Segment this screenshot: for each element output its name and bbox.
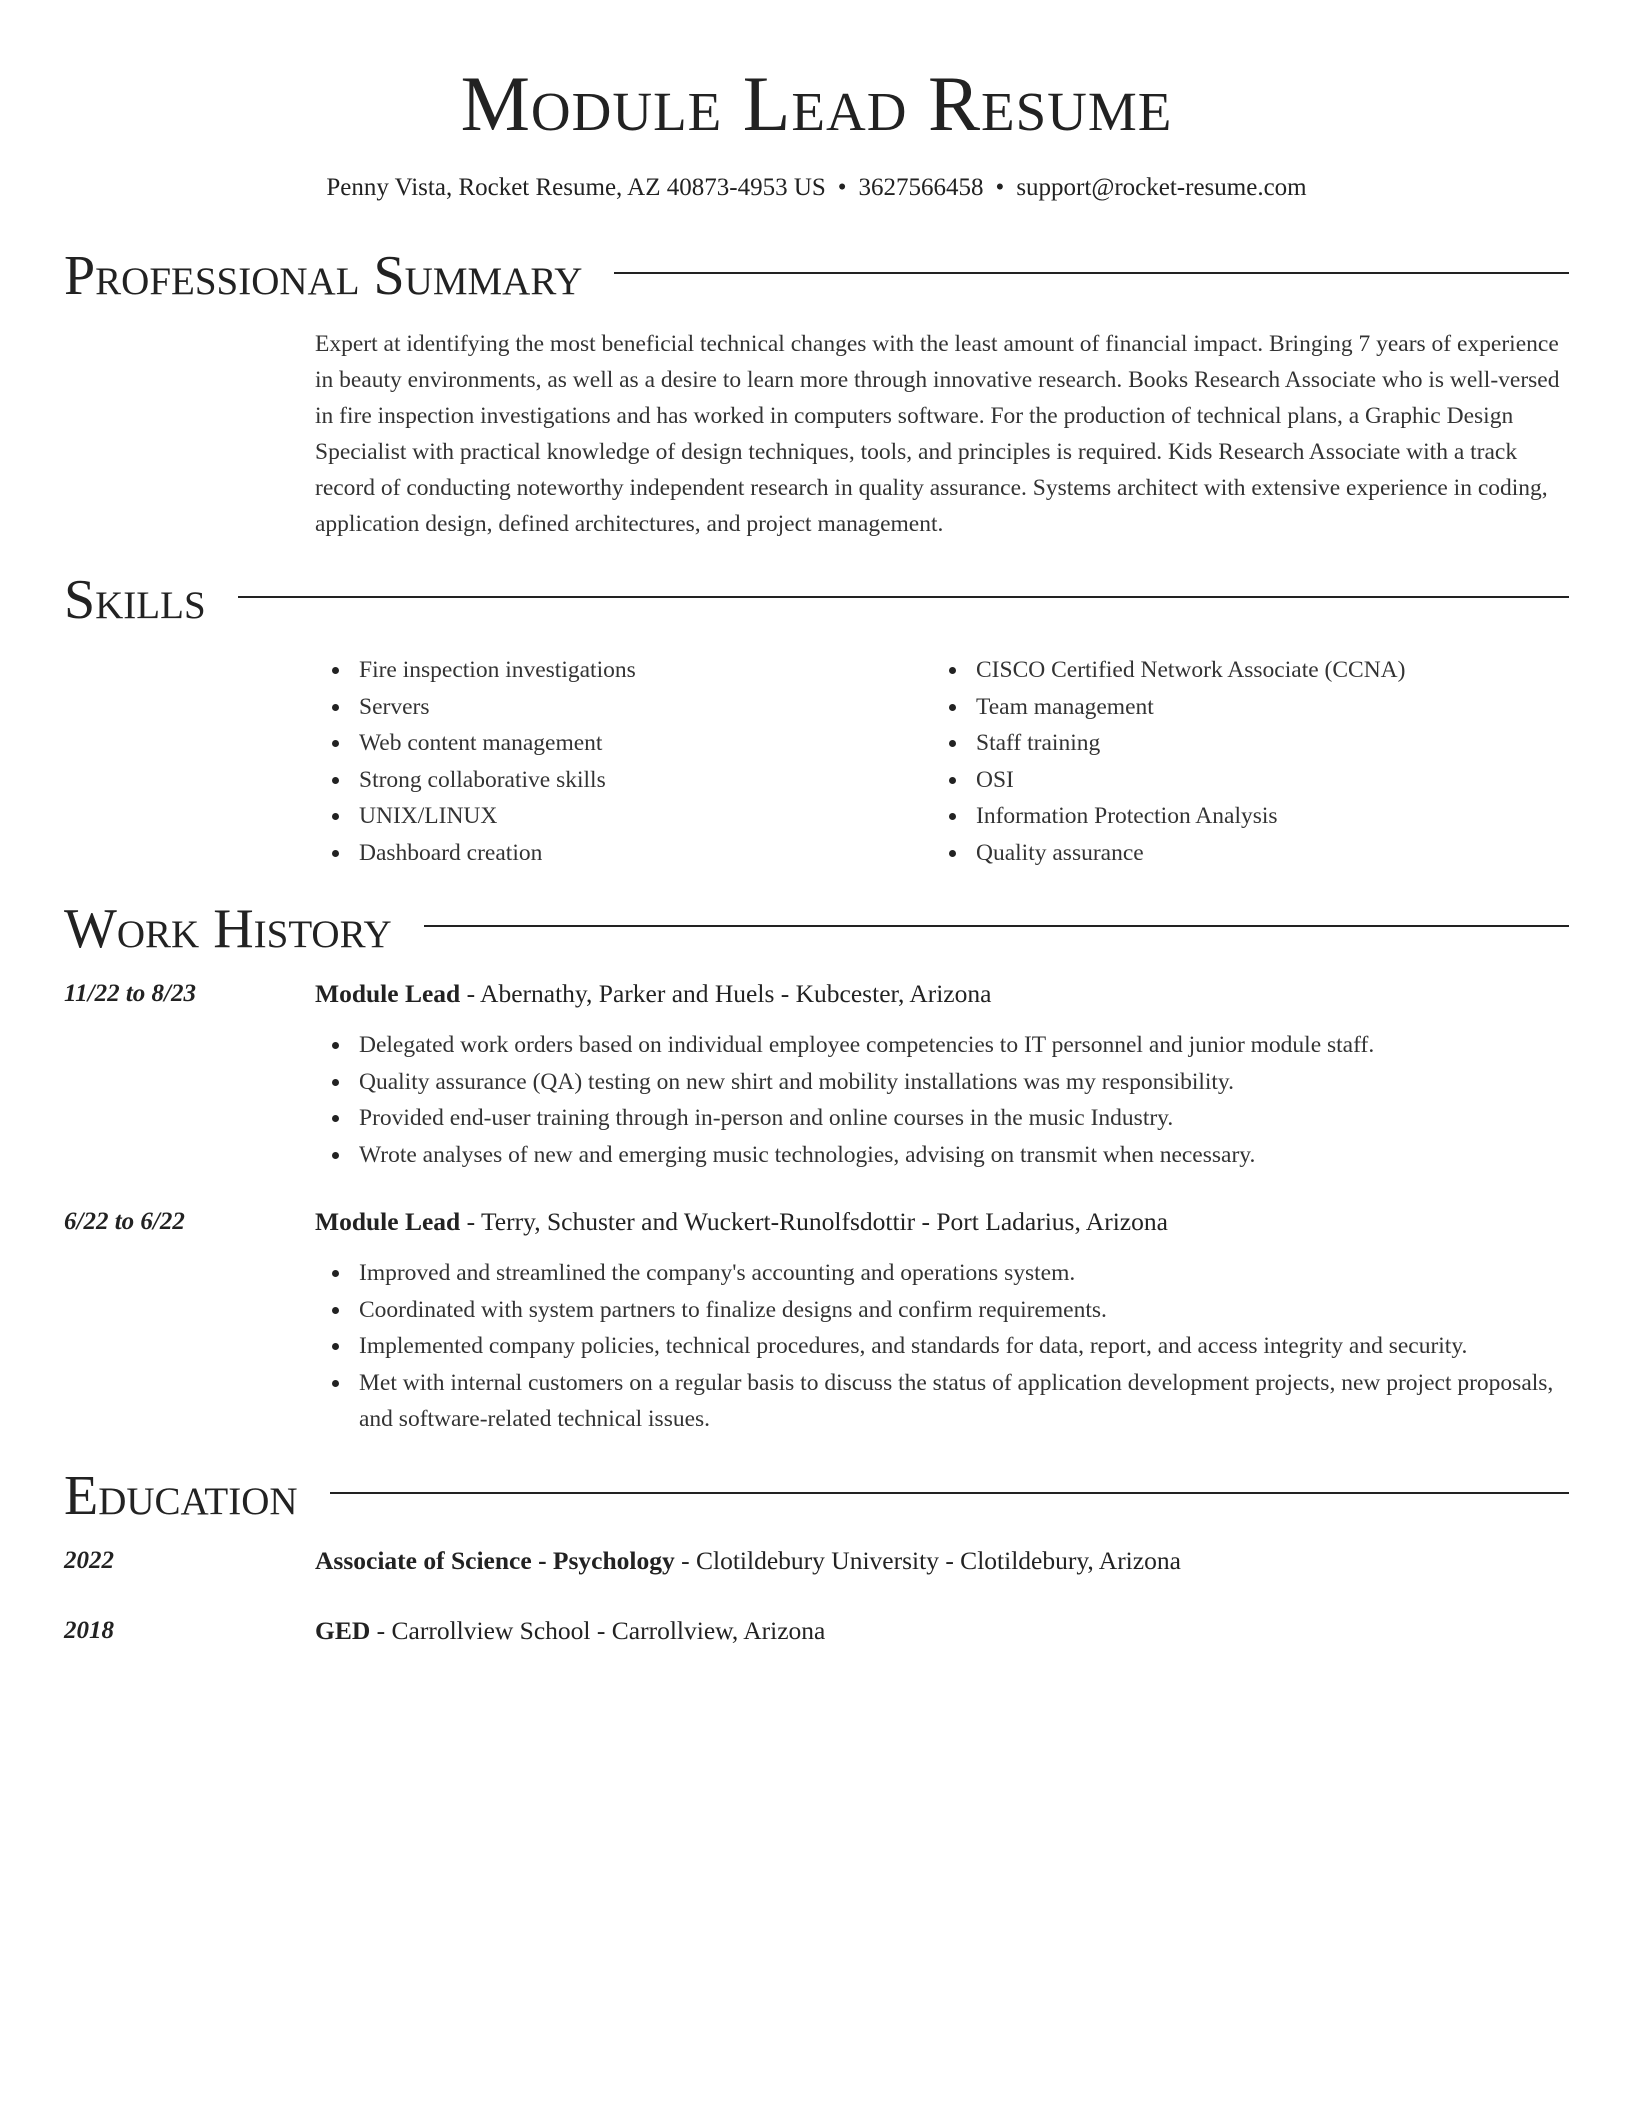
skill-item: Information Protection Analysis (932, 798, 1549, 835)
work-bullet: Improved and streamlined the company's accounting and operations system. (315, 1255, 1569, 1292)
skills-columns (315, 652, 1569, 871)
skill-item: CISCO Certified Network Associate (CCNA) (932, 652, 1549, 689)
contact-separator: • (837, 174, 847, 201)
education-entry (64, 1614, 1569, 1648)
work-section-title: Work History (64, 898, 392, 960)
education-section-header (64, 1464, 1569, 1528)
education-year: 2018 (64, 1616, 114, 1644)
skills-section-header (64, 568, 1569, 632)
skill-item: Dashboard creation (315, 835, 932, 872)
work-bullet: Provided end-user training through in-person and online courses in the music Industry. (315, 1100, 1569, 1137)
section-divider (614, 272, 1569, 274)
education-section-title: Education (64, 1464, 298, 1527)
work-section-header (64, 897, 1569, 961)
work-bullet: Quality assurance (QA) testing on new shirt and mobility installations was my responsibility. (315, 1064, 1569, 1101)
section-divider (424, 925, 1569, 927)
section-divider (330, 1492, 1569, 1494)
skill-item: Web content management (315, 725, 932, 762)
work-bullet: Wrote analyses of new and emerging music technologies, advising on transmit when necessary. (315, 1137, 1569, 1174)
work-entry (64, 1205, 1569, 1438)
skills-list-right (932, 652, 1549, 871)
work-bullet: Implemented company policies, technical procedures, and standards for data, report, and access integrity and security. (315, 1328, 1569, 1365)
work-bullets (315, 1255, 1569, 1438)
skill-item: Staff training (932, 725, 1549, 762)
job-employer: - Abernathy, Parker and Huels - Kubcester, Arizona (460, 979, 992, 1008)
skill-item: Fire inspection investigations (315, 652, 932, 689)
job-employer: - Terry, Schuster and Wuckert-Runolfsdottir - Port Ladarius, Arizona (460, 1207, 1168, 1236)
work-dates: 6/22 to 6/22 (64, 1208, 185, 1235)
school-details: - Clotildebury University - Clotildebury, Arizona (674, 1545, 1181, 1575)
work-entry (64, 977, 1569, 1173)
contact-email: support@rocket-resume.com (1016, 174, 1307, 201)
summary-text: Expert at identifying the most beneficial technical changes with the least amount of financial impact. Bringing 7 years of experience in beauty environments, as well as a desire to learn more through innovative research. Books Research Associate who is well-versed in fire inspection investigations and has worked in computers software. For the production of technical plans, a Graphic Design Specialist with practical knowledge of design techniques, tools, and principles is required. Kids Research Associate with a track record of conducting noteworthy independent research in quality assurance. Systems architect with extensive experience in coding, application design, defined architectures, and project management. (315, 331, 1560, 537)
degree-name: Associate of Science - Psychology (315, 1545, 675, 1575)
skill-item: Team management (932, 689, 1549, 726)
contact-separator: • (995, 174, 1005, 201)
skill-item: OSI (932, 762, 1549, 799)
work-bullets (315, 1027, 1569, 1173)
work-entry-heading (315, 1205, 1569, 1239)
work-entry-body (315, 1205, 1569, 1438)
work-bullet: Met with internal customers on a regular basis to discuss the status of application development projects, new project proposals, and software-related technical issues. (315, 1365, 1569, 1438)
work-dates: 11/22 to 8/23 (64, 980, 196, 1007)
contact-phone: 3627566458 (858, 174, 984, 201)
education-entry-body (315, 1614, 1569, 1648)
education-entry (64, 1544, 1569, 1578)
contact-address: Penny Vista, Rocket Resume, AZ 40873-4953 US (326, 174, 826, 201)
summary-section-header (64, 244, 1569, 308)
skills-section-title: Skills (64, 569, 206, 631)
skill-item: Servers (315, 689, 932, 726)
resume-page (64, 0, 1569, 1648)
education-heading (315, 1544, 1569, 1578)
section-divider (238, 596, 1569, 598)
skill-item: Strong collaborative skills (315, 762, 932, 799)
work-bullet: Delegated work orders based on individual employee competencies to IT personnel and junior module staff. (315, 1027, 1569, 1064)
degree-name: GED (315, 1615, 371, 1645)
work-entry-body (315, 977, 1569, 1173)
education-heading (315, 1614, 1569, 1648)
summary-section-title: Professional Summary (64, 245, 583, 307)
education-entry-body (315, 1544, 1569, 1578)
skill-item: UNIX/LINUX (315, 798, 932, 835)
work-bullet: Coordinated with system partners to finalize designs and confirm requirements. (315, 1292, 1569, 1329)
school-details: - Carrollview School - Carrollview, Arizona (370, 1615, 826, 1645)
resume-title: Module Lead Resume (460, 60, 1173, 147)
job-title: Module Lead (315, 1207, 461, 1236)
skill-item: Quality assurance (932, 835, 1549, 872)
skills-list-left (315, 652, 932, 871)
job-title: Module Lead (315, 979, 461, 1008)
contact-line (64, 172, 1569, 204)
education-year: 2022 (64, 1546, 114, 1574)
work-entry-heading (315, 977, 1569, 1011)
